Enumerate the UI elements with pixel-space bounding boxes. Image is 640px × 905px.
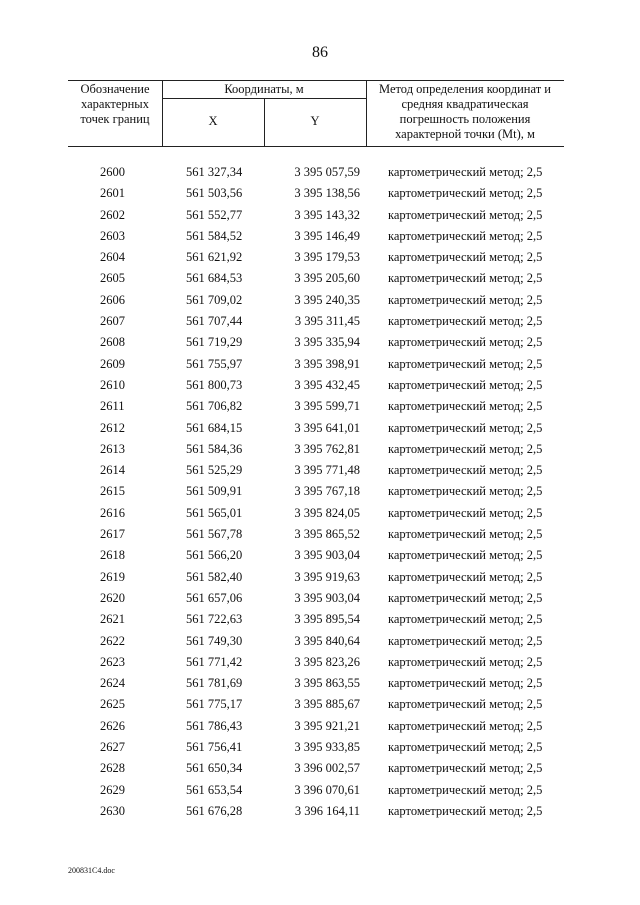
method-cell: картометрический метод; 2,5 xyxy=(388,207,543,222)
x-cell: 561 800,73 xyxy=(186,377,243,392)
x-cell: 561 327,34 xyxy=(186,165,243,179)
table-row xyxy=(0,332,640,353)
header-x-label: X xyxy=(208,114,218,128)
method-cell: картометрический метод; 2,5 xyxy=(388,782,543,797)
method-cell: картометрический метод; 2,5 xyxy=(388,527,543,542)
table-row xyxy=(0,268,640,289)
table-row xyxy=(0,290,640,311)
point-cell: 2601 xyxy=(100,186,125,201)
point-cell: 2608 xyxy=(100,335,125,350)
method-cell: картометрический метод; 2,5 xyxy=(388,484,543,499)
table-row xyxy=(0,673,640,694)
method-cell: картометрический метод; 2,5 xyxy=(388,718,543,733)
method-cell: картометрический метод; 2,5 xyxy=(388,697,543,712)
point-cell: 2621 xyxy=(100,612,125,627)
x-cell: 561 509,91 xyxy=(186,484,243,499)
point-cell: 2611 xyxy=(100,399,125,414)
method-cell: картометрический метод; 2,5 xyxy=(388,463,543,478)
table-row xyxy=(0,609,640,630)
point-cell: 2624 xyxy=(100,676,125,691)
header-top-rule xyxy=(68,80,564,81)
method-cell: картометрический метод; 2,5 xyxy=(388,633,543,648)
y-cell: 3 395 771,48 xyxy=(294,463,360,478)
y-cell: 3 395 311,45 xyxy=(294,314,360,329)
x-cell: 561 567,78 xyxy=(186,527,243,542)
table-row xyxy=(0,354,640,375)
table-row xyxy=(0,460,640,481)
table-row xyxy=(0,396,640,417)
x-cell: 561 706,82 xyxy=(186,399,243,414)
point-cell: 2615 xyxy=(100,484,125,499)
method-cell: картометрический метод; 2,5 xyxy=(388,420,543,435)
point-cell: 2623 xyxy=(100,654,125,669)
x-cell: 561 775,17 xyxy=(186,697,243,712)
header-point-label: Обозначение характерных точек границ xyxy=(80,82,150,126)
method-cell: картометрический метод; 2,5 xyxy=(388,761,543,776)
point-cell: 2625 xyxy=(100,697,125,712)
y-cell: 3 395 933,85 xyxy=(294,740,360,755)
table-row xyxy=(0,226,640,247)
table-header xyxy=(68,80,564,147)
x-cell: 561 565,01 xyxy=(186,505,243,520)
x-cell: 561 709,02 xyxy=(186,292,243,307)
method-cell: картометрический метод; 2,5 xyxy=(388,314,543,329)
x-cell: 561 584,36 xyxy=(186,441,243,456)
method-cell: картометрический метод; 2,5 xyxy=(388,356,543,371)
x-cell: 561 755,97 xyxy=(186,356,243,371)
point-cell: 2600 xyxy=(100,165,125,179)
point-cell: 2630 xyxy=(100,803,125,818)
table-row xyxy=(0,737,640,758)
method-cell: картометрический метод; 2,5 xyxy=(388,165,543,179)
point-cell: 2602 xyxy=(100,207,125,222)
x-cell: 561 503,56 xyxy=(186,186,243,201)
method-cell: картометрический метод; 2,5 xyxy=(388,590,543,605)
x-cell: 561 584,52 xyxy=(186,228,243,243)
method-cell: картометрический метод; 2,5 xyxy=(388,250,543,265)
x-cell: 561 684,53 xyxy=(186,271,243,286)
y-cell: 3 395 762,81 xyxy=(294,441,360,456)
y-cell: 3 395 895,54 xyxy=(294,612,360,627)
point-cell: 2610 xyxy=(100,377,125,392)
x-cell: 561 756,41 xyxy=(186,740,243,755)
method-cell: картометрический метод; 2,5 xyxy=(388,803,543,818)
y-cell: 3 395 824,05 xyxy=(294,505,360,520)
method-cell: картометрический метод; 2,5 xyxy=(388,654,543,669)
point-cell: 2618 xyxy=(100,548,125,563)
table-row xyxy=(0,183,640,204)
y-cell: 3 395 641,01 xyxy=(294,420,360,435)
point-cell: 2620 xyxy=(100,590,125,605)
x-cell: 561 621,92 xyxy=(186,250,243,265)
y-cell: 3 395 767,18 xyxy=(294,484,360,499)
point-cell: 2612 xyxy=(100,420,125,435)
table-row xyxy=(0,694,640,715)
y-cell: 3 396 070,61 xyxy=(294,782,360,797)
method-cell: картометрический метод; 2,5 xyxy=(388,228,543,243)
table-row xyxy=(0,247,640,268)
method-cell: картометрический метод; 2,5 xyxy=(388,271,543,286)
table-row xyxy=(0,311,640,332)
table-row xyxy=(0,588,640,609)
table-body xyxy=(0,162,640,822)
y-cell: 3 395 138,56 xyxy=(294,186,360,201)
point-cell: 2626 xyxy=(100,718,125,733)
point-cell: 2614 xyxy=(100,463,125,478)
table-row xyxy=(0,439,640,460)
table-row xyxy=(0,801,640,822)
x-cell: 561 552,77 xyxy=(186,207,243,222)
method-cell: картометрический метод; 2,5 xyxy=(388,377,543,392)
method-cell: картометрический метод; 2,5 xyxy=(388,441,543,456)
y-cell: 3 395 240,35 xyxy=(294,292,360,307)
y-cell: 3 395 903,04 xyxy=(294,548,360,563)
y-cell: 3 395 903,04 xyxy=(294,590,360,605)
x-cell: 561 653,54 xyxy=(186,782,243,797)
header-method-label: Метод определения координат и средняя квадратическая погрешность положения характерной точки (Mt), м xyxy=(379,82,551,141)
table-row xyxy=(0,503,640,524)
y-cell: 3 396 002,57 xyxy=(294,761,360,776)
x-cell: 561 786,43 xyxy=(186,718,243,733)
x-cell: 561 722,63 xyxy=(186,612,243,627)
table-row xyxy=(0,631,640,652)
y-cell: 3 395 335,94 xyxy=(294,335,360,350)
point-cell: 2627 xyxy=(100,740,125,755)
point-cell: 2628 xyxy=(100,761,125,776)
header-coords-label: Координаты, м xyxy=(224,82,304,96)
point-cell: 2607 xyxy=(100,314,125,329)
point-cell: 2603 xyxy=(100,228,125,243)
y-cell: 3 395 865,52 xyxy=(294,527,360,542)
y-cell: 3 395 057,59 xyxy=(294,165,360,179)
x-cell: 561 781,69 xyxy=(186,676,243,691)
x-cell: 561 707,44 xyxy=(186,314,243,329)
x-cell: 561 676,28 xyxy=(186,803,243,818)
y-cell: 3 396 164,11 xyxy=(294,803,360,818)
point-cell: 2606 xyxy=(100,292,125,307)
header-coords-rule xyxy=(162,98,366,99)
table-row xyxy=(0,716,640,737)
point-cell: 2609 xyxy=(100,356,125,371)
y-cell: 3 395 398,91 xyxy=(294,356,360,371)
table-row xyxy=(0,780,640,801)
method-cell: картометрический метод; 2,5 xyxy=(388,740,543,755)
method-cell: картометрический метод; 2,5 xyxy=(388,186,543,201)
table-row xyxy=(0,652,640,673)
point-cell: 2616 xyxy=(100,505,125,520)
x-cell: 561 525,29 xyxy=(186,463,243,478)
y-cell: 3 395 179,53 xyxy=(294,250,360,265)
x-cell: 561 719,29 xyxy=(186,335,243,350)
y-cell: 3 395 863,55 xyxy=(294,676,360,691)
method-cell: картометрический метод; 2,5 xyxy=(388,292,543,307)
method-cell: картометрический метод; 2,5 xyxy=(388,399,543,414)
point-cell: 2605 xyxy=(100,271,125,286)
x-cell: 561 771,42 xyxy=(186,654,243,669)
table-row xyxy=(0,758,640,779)
y-cell: 3 395 146,49 xyxy=(294,228,360,243)
header-y-label: Y xyxy=(310,114,320,128)
x-cell: 561 650,34 xyxy=(186,761,243,776)
y-cell: 3 395 143,32 xyxy=(294,207,360,222)
method-cell: картометрический метод; 2,5 xyxy=(388,548,543,563)
table-row xyxy=(0,375,640,396)
point-cell: 2613 xyxy=(100,441,125,456)
x-cell: 561 566,20 xyxy=(186,548,243,563)
point-cell: 2622 xyxy=(100,633,125,648)
x-cell: 561 684,15 xyxy=(186,420,243,435)
method-cell: картометрический метод; 2,5 xyxy=(388,505,543,520)
x-cell: 561 582,40 xyxy=(186,569,243,584)
y-cell: 3 395 205,60 xyxy=(294,271,360,286)
table-row xyxy=(0,524,640,545)
y-cell: 3 395 823,26 xyxy=(294,654,360,669)
y-cell: 3 395 432,45 xyxy=(294,377,360,392)
page-number: 86 xyxy=(312,44,328,61)
y-cell: 3 395 885,67 xyxy=(294,697,360,712)
table-row xyxy=(0,545,640,566)
footer-filename: 200831C4.doc xyxy=(68,866,115,875)
point-cell: 2629 xyxy=(100,782,125,797)
method-cell: картометрический метод; 2,5 xyxy=(388,612,543,627)
table-row xyxy=(0,162,640,183)
point-cell: 2619 xyxy=(100,569,125,584)
method-cell: картометрический метод; 2,5 xyxy=(388,676,543,691)
table-row xyxy=(0,205,640,226)
x-cell: 561 657,06 xyxy=(186,590,243,605)
y-cell: 3 395 919,63 xyxy=(294,569,360,584)
table-row xyxy=(0,567,640,588)
point-cell: 2617 xyxy=(100,527,125,542)
y-cell: 3 395 840,64 xyxy=(294,633,360,648)
x-cell: 561 749,30 xyxy=(186,633,243,648)
method-cell: картометрический метод; 2,5 xyxy=(388,569,543,584)
point-cell: 2604 xyxy=(100,250,125,265)
method-cell: картометрический метод; 2,5 xyxy=(388,335,543,350)
table-row xyxy=(0,481,640,502)
table-row xyxy=(0,418,640,439)
y-cell: 3 395 921,21 xyxy=(294,718,360,733)
y-cell: 3 395 599,71 xyxy=(294,399,360,414)
